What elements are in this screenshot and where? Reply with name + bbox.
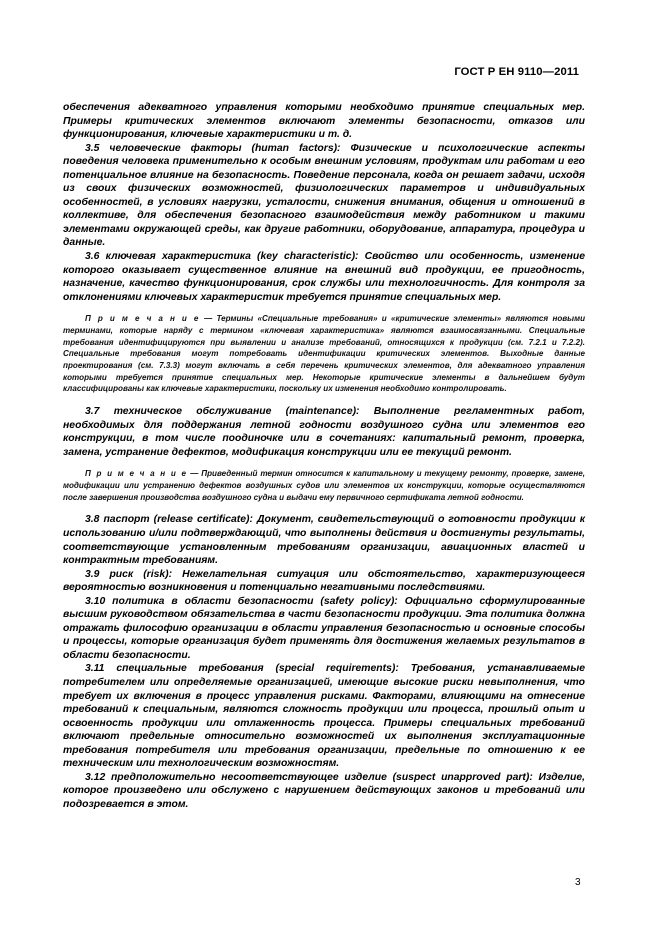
definition-3-5-human-factors: 3.5 человеческие факторы (human factors): Физические и психологические аспекты поведения человека применительно к особым внешним условиям, продуктам или работам и его потенциальное влияние на безопасность. Поведение персонала, когда он решает задачи, исходя из своих физических возможностей, физиологических параметров и индивидуальных особенностей, в условиях нагрузки, усталости, снижения внимания, общения и отношений в коллективе, для обеспечения безопасного взаимодействия между работником и такими элементами окружающей среды, как другие работники, оборудование, аппаратура, процедура и данные. bbox=[63, 142, 585, 249]
note-label: П р и м е ч а н и е bbox=[85, 469, 188, 479]
definition-3-8-release-certificate: 3.8 паспорт (release certificate): Документ, свидетельствующий о готовности продукции к использованию и/или подтверждающий, что выполнены действия и достигнуты результаты, соответствующие установленным требованиям организации, авиационных властей и контрактным требованиям. bbox=[63, 514, 585, 567]
definition-3-6-key-characteristic: 3.6 ключевая характеристика (key characteristic): Свойство или особенность, изменение которого оказывает существенное влияние на внешний вид продукции, ее пригодность, назначение, качество функционирования, срок службы или технологичность. Для контроля за отклонениями ключевых характеристик требуется принятие специальных мер. bbox=[63, 251, 585, 303]
note-text: — Термины «Специальные требования» и «критические элементы» являются новыми терминами, которые наряду с термином «ключевая характеристика» являются взаимосвязанными. Специальные требования идентифицируются при выявлении и анализе требований, относящихся к продукции (см. 7.2.1 и 7.2.2). Специальные требования могут потребовать идентификации критических элементов. Выходные данные проектирования (см. 7.3.3) могут включать в себя перечень критических элементов, для адекватного управления которыми требуется принятие специальных мер. Некоторые критические элементы в дальнейшем будут классифицированы как ключевые характеристики, поскольку их изменения необходимо контролировать. bbox=[63, 314, 586, 394]
page-number: 3 bbox=[575, 877, 581, 888]
definition-3-12-suspect-unapproved-part: 3.12 предположительно несоответствующее изделие (suspect unapproved part): Изделие, которое произведено или обслужено с нарушением действующих законов и требований или подозревается в этом. bbox=[63, 771, 585, 810]
definition-3-7-maintenance: 3.7 техническое обслуживание (maintenance): Выполнение регламентных работ, необходимых для поддержания летной годности воздушного судна или элементов его конструкции, в том числе поодиночке или в сочетаниях: капитальный ремонт, проверка, замена, устранение дефектов, модификация конструкции или ее текущий ремонт. bbox=[63, 406, 585, 458]
definition-3-10-safety-policy: 3.10 политика в области безопасности (safety policy): Официально сформулированные высшим руководством обязательства в части безопасности продукции. Эта политика должна отражать философию организации в области управления безопасностью и основные способы и процессы, которые организация будет применять для достижения желаемых результатов в области безопасности. bbox=[63, 595, 585, 661]
paragraph-critical-items-continued: обеспечения адекватного управления которыми необходимо принятие специальных мер. Примеры критических элементов включают элементы безопасности, отказов или функционирования, ключевые характеристики и т. д. bbox=[63, 102, 585, 141]
note-maintenance bbox=[63, 468, 585, 503]
definition-3-9-risk: 3.9 риск (risk): Нежелательная ситуация или обстоятельство, характеризующееся вероятностью возникновения и потенциально негативными последствиями. bbox=[63, 568, 585, 594]
definition-3-11-special-requirements: 3.11 специальные требования (special requirements): Требования, устанавливаемые потребителем или определяемые организацией, имеющие высокие риски невыполнения, что требует их включения в процесс управления рисками. Факторами, влияющими на отнесение требований к специальным, являются сложность продукции или процесса, прошлый опыт и освоенность продукции или отлаженность процесса. Примеры специальных требований включают предельные относительно возможностей их выполнения эксплуатационные требования потребителя или требования организации, предельные по отношению к ее техническим или технологическим возможностям. bbox=[63, 663, 585, 770]
note-special-requirements bbox=[63, 313, 585, 395]
note-label: П р и м е ч а н и е bbox=[85, 314, 200, 324]
document-header: ГОСТ Р ЕН 9110—2011 bbox=[454, 66, 579, 78]
document-body bbox=[63, 101, 585, 811]
note-text: — Приведенный термин относится к капитальному и текущему ремонту, проверке, замене, модификации или устранению дефектов воздушных судов или элементов их конструкции, которые осуществляются после завершения производства воздушного судна и выдачи ему первичного сертификата летной годности. bbox=[63, 469, 586, 502]
